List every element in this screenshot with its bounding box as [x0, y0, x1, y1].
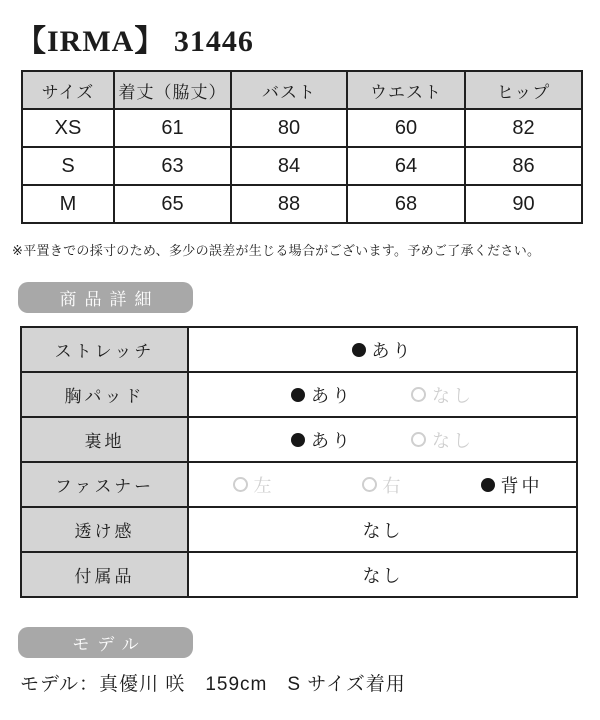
size-cell: S [22, 147, 114, 185]
option-right-unselected [362, 472, 404, 498]
option-label: なし [432, 385, 474, 406]
size-cell: M [22, 185, 114, 223]
option-label: 右 [382, 475, 404, 496]
detail-label: 胸パッド [21, 372, 188, 417]
radio-selected-icon [291, 433, 305, 447]
product-details-table [20, 326, 578, 598]
waist-cell: 68 [347, 185, 465, 223]
detail-row-chest-pad [21, 372, 577, 417]
detail-row-stretch [21, 327, 577, 372]
detail-label: ストレッチ [21, 327, 188, 372]
option-nashi-unselected [411, 382, 474, 408]
length-cell: 65 [114, 185, 231, 223]
radio-unselected-icon [411, 432, 426, 447]
detail-row-zipper [21, 462, 577, 507]
model-info: モデル：真優川 咲 159cm S サイズ着用 [20, 674, 406, 695]
details-section-heading: 商品詳細 [18, 282, 193, 313]
length-col-header: 着丈（脇丈） [114, 71, 231, 109]
option-label: 背中 [500, 475, 543, 496]
option-ari-selected [352, 337, 414, 363]
size-table-header-row [22, 71, 582, 109]
radio-unselected-icon [233, 477, 248, 492]
table-row [22, 109, 582, 147]
waist-cell: 60 [347, 109, 465, 147]
model-section-heading: モデル [18, 627, 193, 658]
detail-label: 付属品 [21, 552, 188, 597]
detail-row-lining [21, 417, 577, 462]
option-ari-selected [291, 427, 353, 453]
detail-row-accessories [21, 552, 577, 597]
measurement-note: ※平置きでの採寸のため、多少の誤差が生じる場合がございます。予めご了承ください。 [12, 243, 541, 258]
bust-col-header: バスト [231, 71, 347, 109]
waist-cell: 64 [347, 147, 465, 185]
radio-unselected-icon [411, 387, 426, 402]
detail-row-sheerness [21, 507, 577, 552]
option-left-unselected [233, 472, 275, 498]
size-cell: XS [22, 109, 114, 147]
option-label: あり [311, 385, 353, 406]
option-ari-selected [291, 382, 353, 408]
option-label: あり [371, 340, 414, 361]
radio-selected-icon [481, 478, 495, 492]
hip-cell: 90 [465, 185, 582, 223]
detail-value: なし [188, 507, 577, 552]
option-label: あり [311, 430, 353, 451]
option-label: なし [432, 430, 474, 451]
detail-label: 透け感 [21, 507, 188, 552]
waist-col-header: ウエスト [347, 71, 465, 109]
radio-unselected-icon [362, 477, 377, 492]
option-label: 左 [253, 475, 275, 496]
bust-cell: 88 [231, 185, 347, 223]
option-back-selected [481, 472, 543, 498]
hip-cell: 82 [465, 109, 582, 147]
size-col-header: サイズ [22, 71, 114, 109]
radio-selected-icon [291, 388, 305, 402]
table-row [22, 185, 582, 223]
length-cell: 61 [114, 109, 231, 147]
length-cell: 63 [114, 147, 231, 185]
detail-label: 裏地 [21, 417, 188, 462]
bust-cell: 84 [231, 147, 347, 185]
hip-cell: 86 [465, 147, 582, 185]
product-title: 【IRMA】 31446 [16, 25, 254, 58]
size-table [21, 70, 583, 224]
detail-label: ファスナー [21, 462, 188, 507]
table-row [22, 147, 582, 185]
option-nashi-unselected [411, 427, 474, 453]
bust-cell: 80 [231, 109, 347, 147]
detail-value: なし [188, 552, 577, 597]
radio-selected-icon [352, 343, 366, 357]
hip-col-header: ヒップ [465, 71, 582, 109]
